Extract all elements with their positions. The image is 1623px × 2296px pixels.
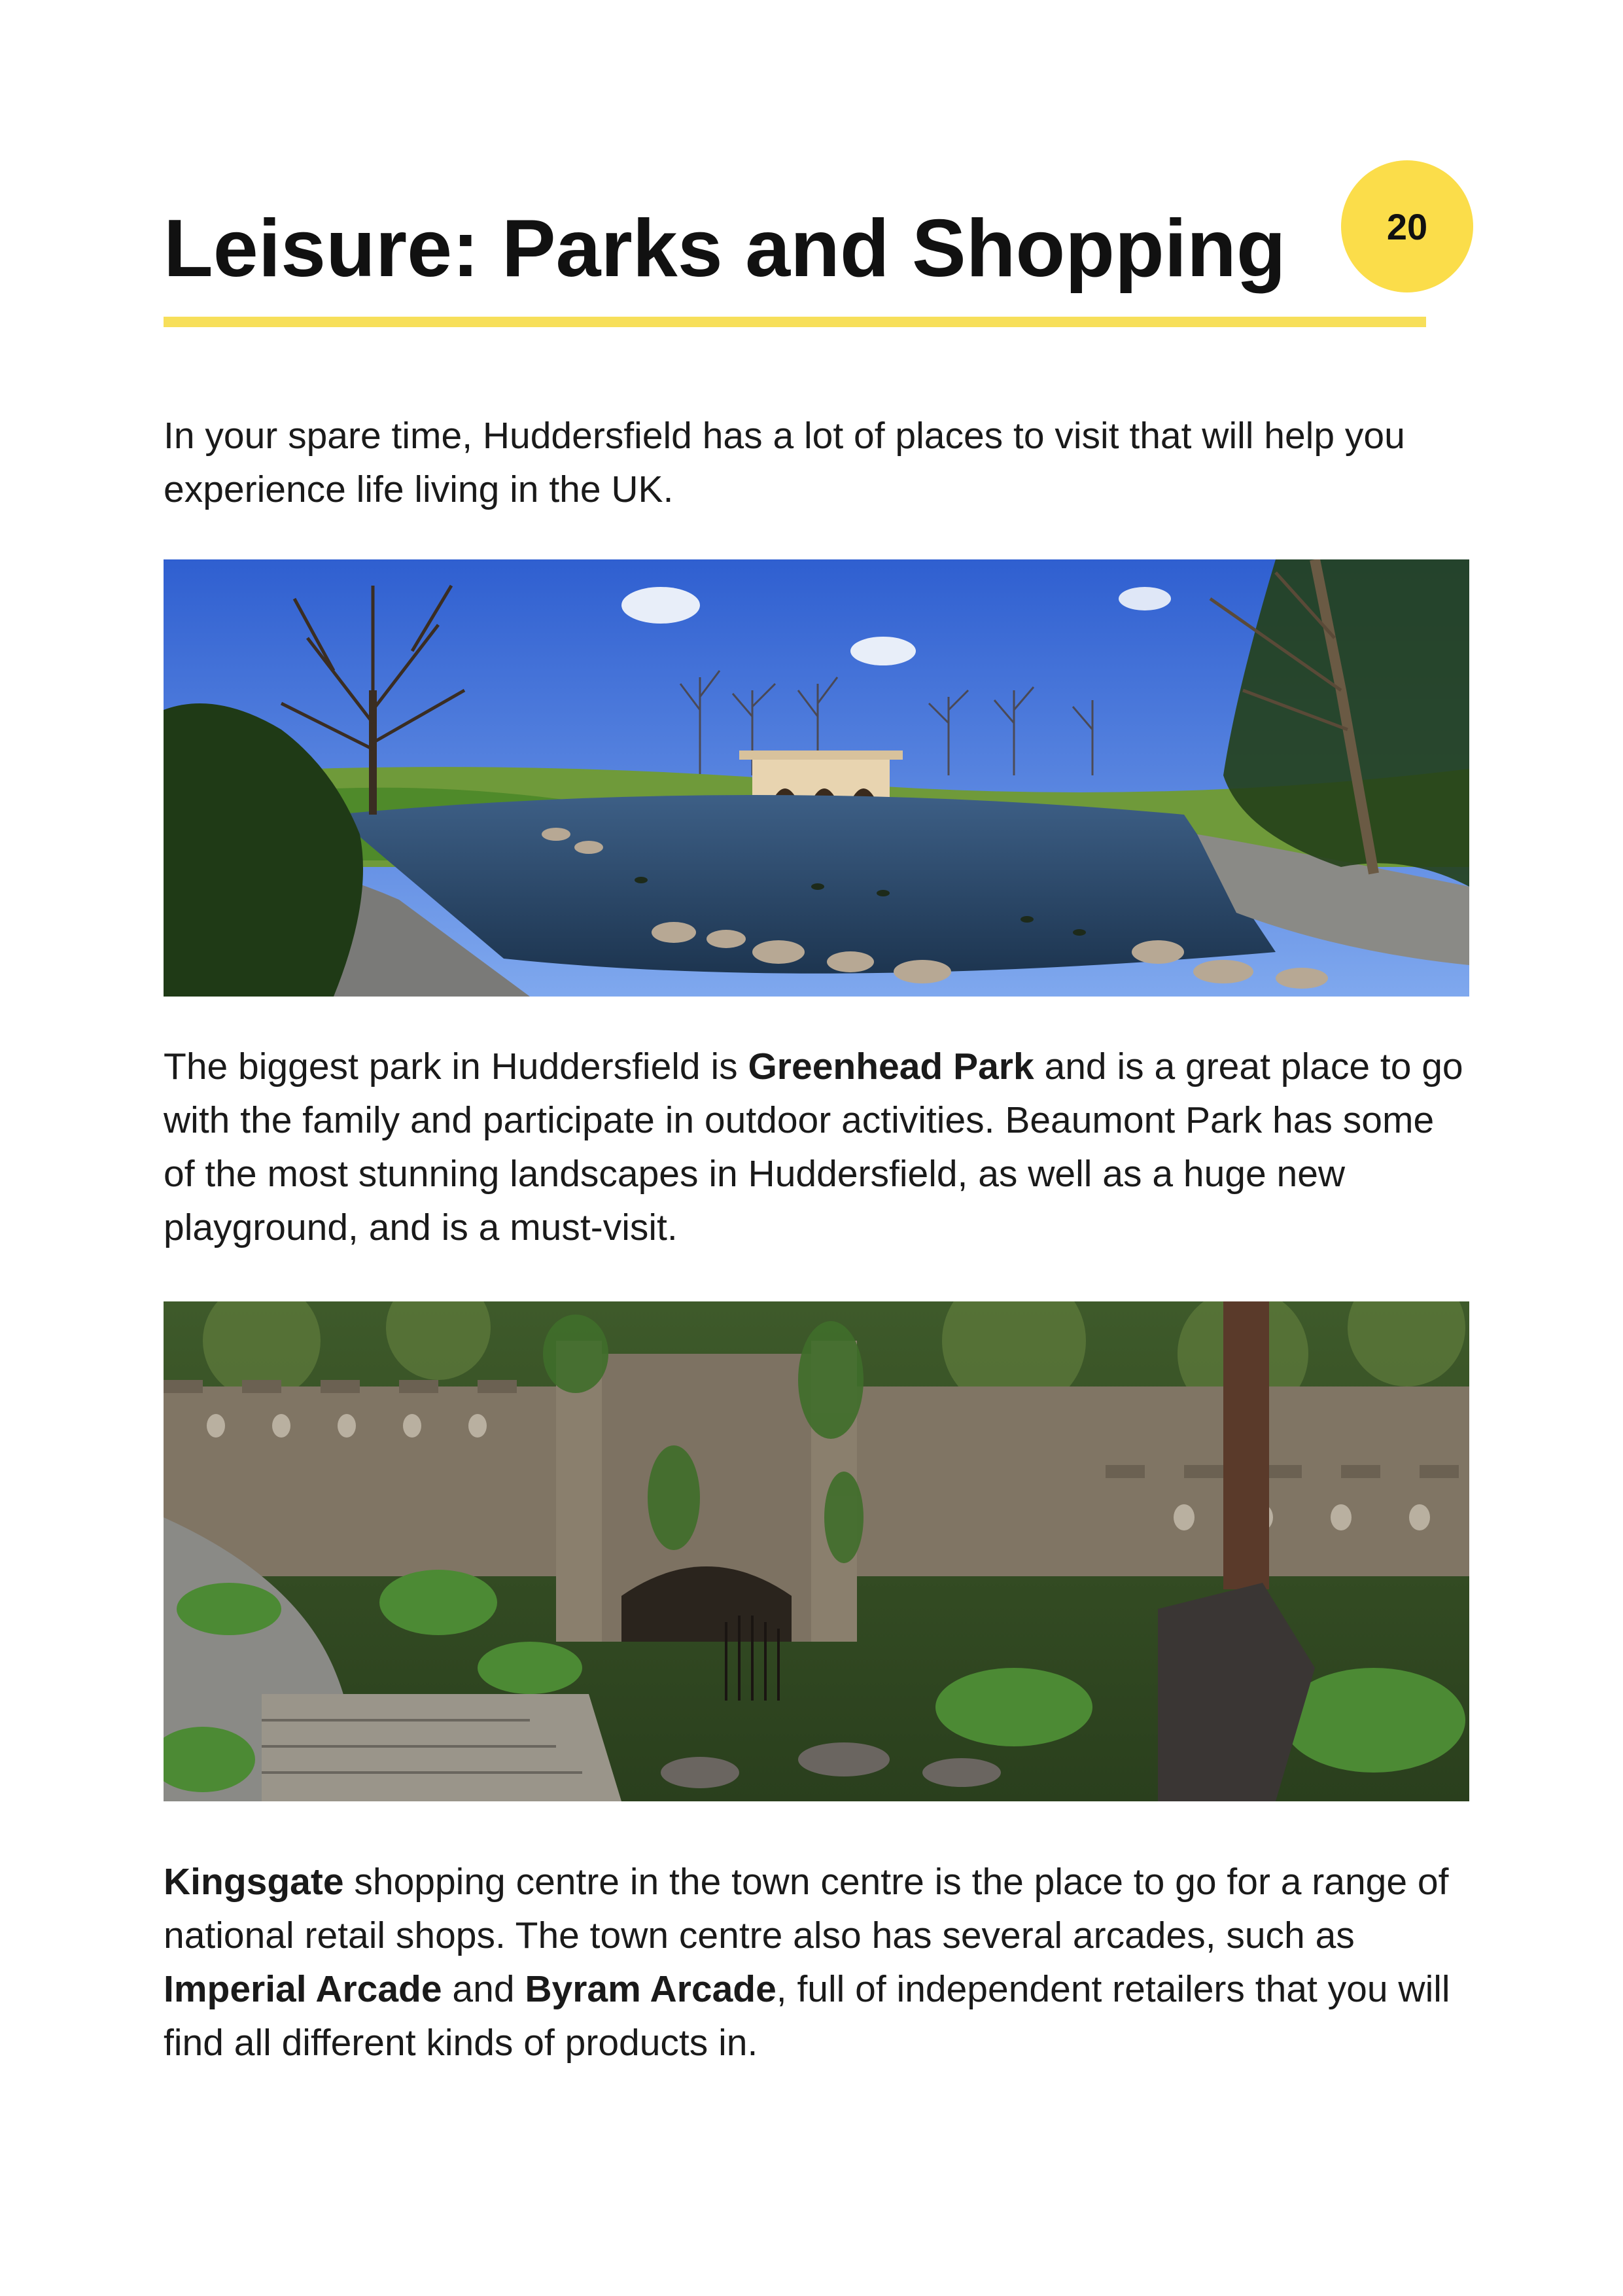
title-underline — [164, 317, 1426, 327]
imperial-arcade-label: Imperial Arcade — [164, 1968, 442, 2010]
stone-bridge-photo — [164, 1301, 1469, 1801]
page-title: Leisure: Parks and Shopping — [164, 203, 1286, 294]
kingsgate-label: Kingsgate — [164, 1861, 344, 1903]
parks-text-2: and is a great place to go with the family and participate in outdoor activities. Beaumont Park has some of the most stunning landscapes in Huddersfield, as well as a huge new playground, and is a must-visit. — [164, 1046, 1463, 1248]
parks-paragraph — [164, 1040, 1465, 1254]
shopping-text-2: and — [442, 1968, 525, 2010]
shopping-paragraph — [164, 1855, 1465, 2070]
park-lake-photo — [164, 559, 1469, 997]
parks-text-1: The biggest park in Huddersfield is — [164, 1046, 748, 1087]
shopping-text-3: , full of independent retailers that you will find all different kinds of products in. — [164, 1968, 1450, 2064]
page-number-badge: 20 — [1341, 160, 1473, 292]
greenhead-park-label: Greenhead Park — [748, 1046, 1034, 1087]
byram-arcade-label: Byram Arcade — [525, 1968, 777, 2010]
shopping-text-1: shopping centre in the town centre is the place to go for a range of national retail shops. The town centre also has several arcades, such as — [164, 1861, 1449, 1956]
intro-paragraph: In your spare time, Huddersfield has a lot of places to visit that will help you experience life living in the UK. — [164, 415, 1405, 510]
